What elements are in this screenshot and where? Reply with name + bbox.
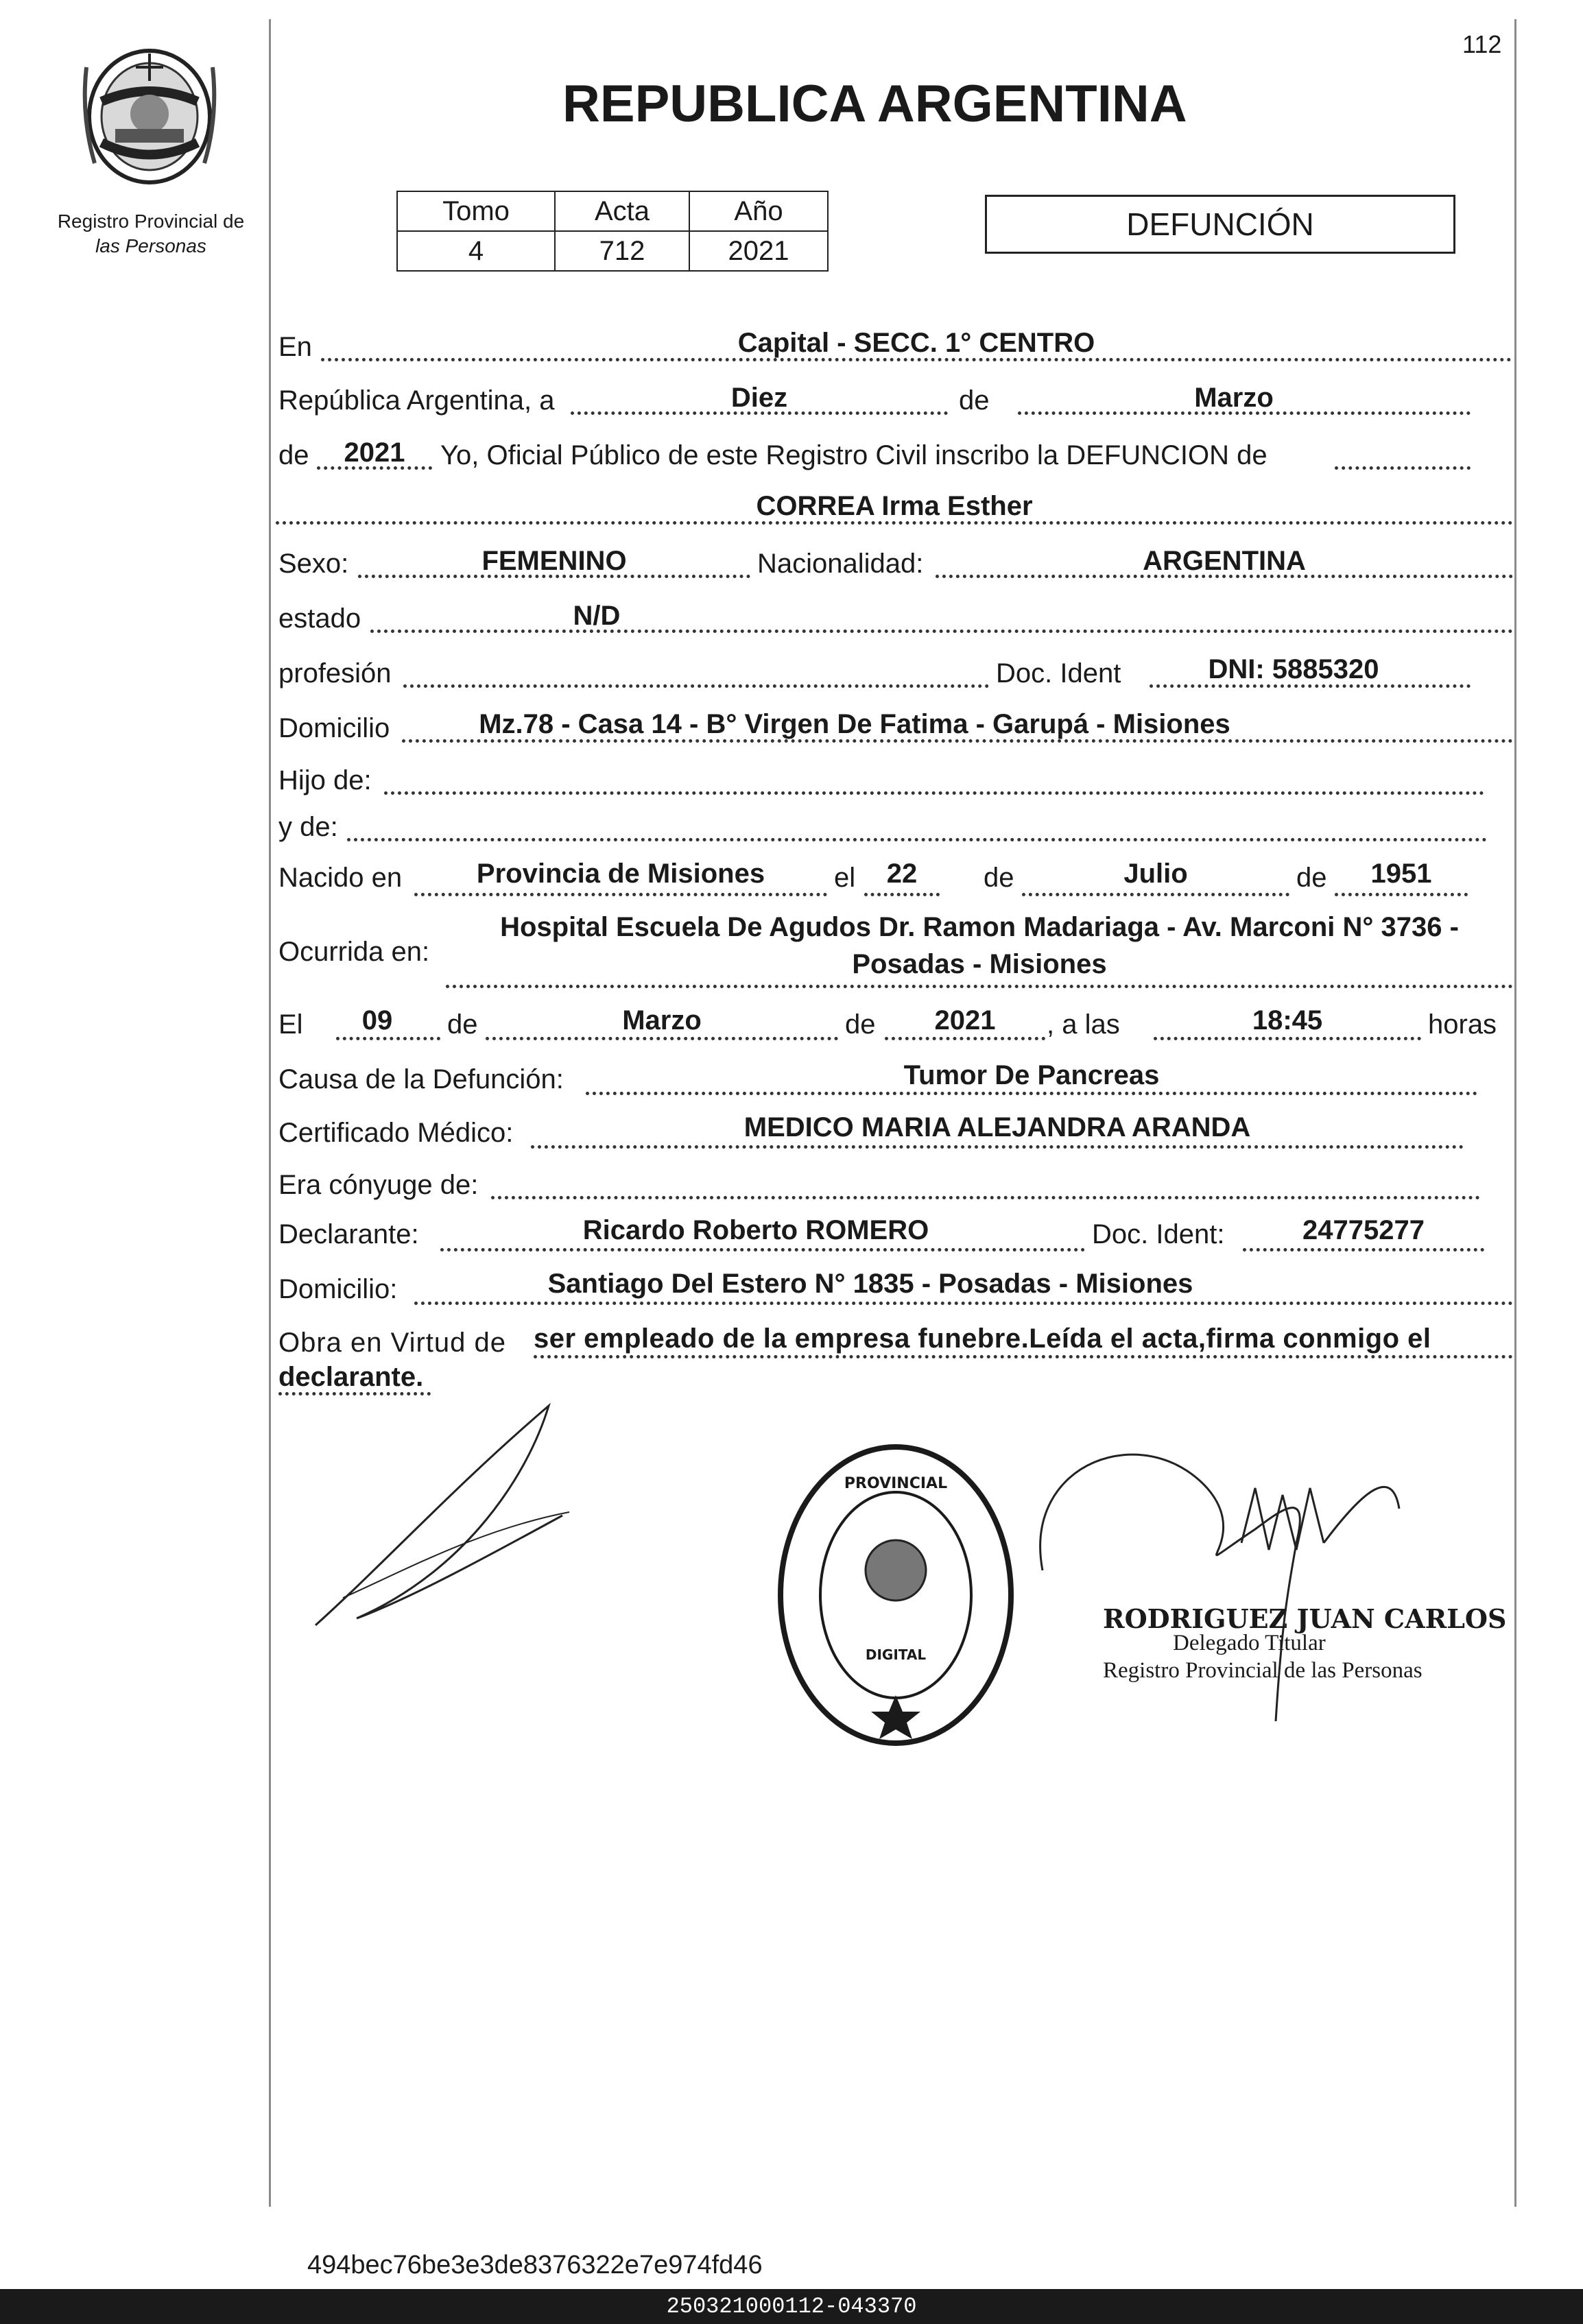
tomo-acta-anio-table xyxy=(396,191,829,272)
republica-label: República Argentina, a xyxy=(278,385,555,416)
birth-year-value: 1951 xyxy=(1370,859,1432,889)
acta-value: 712 xyxy=(555,231,689,271)
hijo-label: Hijo de: xyxy=(278,765,372,795)
address-value: Mz.78 - Casa 14 - B° Virgen De Fatima - Garupá - Misiones xyxy=(479,709,1230,739)
causa-label: Causa de la Defunción: xyxy=(278,1064,564,1094)
alas-label: , a las xyxy=(1047,1009,1120,1040)
cause-of-death-value: Tumor De Pancreas xyxy=(903,1060,1160,1090)
birth-day-value: 22 xyxy=(886,859,918,889)
official-organization: Registro Provincial de las Personas xyxy=(1103,1658,1423,1683)
nac-anio-line xyxy=(1335,893,1468,896)
registry-name-line2: las Personas xyxy=(95,235,206,256)
death-day-value: 09 xyxy=(361,1005,393,1035)
domicilio-label: Domicilio xyxy=(278,713,390,743)
deceased-name: CORREA Irma Esther xyxy=(756,491,1033,521)
domicilio2-label: Domicilio: xyxy=(278,1274,398,1304)
birthplace-value: Provincia de Misiones xyxy=(476,859,765,889)
nacionalidad-label: Nacionalidad: xyxy=(757,549,924,579)
declarante-line xyxy=(440,1248,1085,1251)
profesion-label: profesión xyxy=(278,658,392,688)
registry-name xyxy=(27,209,274,259)
document-hash: 494bec76be3e3de8376322e7e974fd46 xyxy=(307,2251,763,2279)
registry-name-line1: Registro Provincial de xyxy=(57,211,245,232)
document-title: REPUBLICA ARGENTINA xyxy=(562,75,1187,133)
certificado-label: Certificado Médico: xyxy=(278,1118,514,1148)
document-id-bar: 250321000112-043370 xyxy=(0,2289,1583,2324)
nacido-line xyxy=(414,893,827,896)
page-number: 112 xyxy=(1462,30,1502,58)
doc-label: Doc. Ident xyxy=(996,658,1121,688)
obra-line1 xyxy=(534,1355,1513,1358)
declarant-value: Ricardo Roberto ROMERO xyxy=(582,1215,929,1245)
ocurrida-line xyxy=(446,985,1513,988)
death-month-value: Marzo xyxy=(622,1005,702,1035)
record-type-box: DEFUNCIÓN xyxy=(985,195,1455,254)
anio-header: Año xyxy=(689,191,828,231)
conyuge-line xyxy=(491,1196,1480,1199)
official-role: Delegado Titular xyxy=(1173,1631,1326,1655)
de-label: de xyxy=(959,385,990,416)
nac-dia-line xyxy=(864,893,940,896)
acta-header: Acta xyxy=(555,191,689,231)
de-label-5: de xyxy=(447,1009,478,1040)
death-time-value: 18:45 xyxy=(1252,1005,1323,1035)
declarant-signature xyxy=(302,1392,583,1653)
day-value: Diez xyxy=(730,383,788,413)
anio-value: 2021 xyxy=(689,231,828,271)
de-label-6: de xyxy=(845,1009,876,1040)
fall-anio-line xyxy=(885,1037,1045,1040)
left-margin-rule xyxy=(269,19,271,2207)
marital-status-value: N/D xyxy=(573,601,621,631)
hijo-line xyxy=(384,791,1484,795)
registry-seal xyxy=(774,1440,1018,1750)
conyuge-label: Era cónyuge de: xyxy=(278,1170,479,1200)
de-label-4: de xyxy=(1296,863,1327,893)
estado-label: estado xyxy=(278,603,361,634)
de-label-3: de xyxy=(984,863,1014,893)
doc2-label: Doc. Ident: xyxy=(1092,1219,1225,1249)
certificado-line xyxy=(531,1145,1464,1149)
nationality-value: ARGENTINA xyxy=(1143,546,1306,576)
causa-line xyxy=(586,1092,1477,1095)
horas-label: horas xyxy=(1428,1009,1497,1040)
ocurrida-label: Ocurrida en: xyxy=(278,937,430,967)
fall-mes-line xyxy=(486,1037,838,1040)
tomo-header: Tomo xyxy=(397,191,555,231)
yde-label: y de: xyxy=(278,812,338,842)
medical-certificate-value: MEDICO MARIA ALEJANDRA ARANDA xyxy=(743,1112,1251,1142)
month-value: Marzo xyxy=(1194,383,1274,413)
death-year-value: 2021 xyxy=(934,1005,996,1035)
domicilio2-line xyxy=(414,1302,1513,1305)
place-of-death-line2: Posadas - Misiones xyxy=(852,949,1107,979)
doc2-line xyxy=(1243,1248,1484,1251)
right-margin-rule xyxy=(1514,19,1516,2207)
province-coat-of-arms-logo xyxy=(74,40,225,192)
inscribo-text: Yo, Oficial Público de este Registro Civil inscribo la DEFUNCION de xyxy=(440,440,1267,470)
El-label: El xyxy=(278,1009,303,1040)
place-value: Capital - SECC. 1° CENTRO xyxy=(737,328,1095,358)
declarante-label: Declarante: xyxy=(278,1219,419,1249)
inscribo-line xyxy=(1335,466,1471,470)
en-label: En xyxy=(278,332,312,362)
year-value: 2021 xyxy=(344,438,405,468)
sexo-label: Sexo: xyxy=(278,549,349,579)
sex-value: FEMENINO xyxy=(481,546,627,576)
official-name: RODRIGUEZ JUAN CARLOS xyxy=(1103,1603,1507,1634)
birth-month-value: Julio xyxy=(1123,859,1188,889)
fall-dia-line xyxy=(336,1037,440,1040)
document-value: DNI: 5885320 xyxy=(1208,654,1379,684)
svg-text:DIGITAL: DIGITAL xyxy=(865,1646,927,1663)
de-label-2: de xyxy=(278,440,309,470)
yde-line xyxy=(347,838,1487,841)
svg-text:PROVINCIAL: PROVINCIAL xyxy=(844,1475,948,1492)
obra-value-line2: declarante. xyxy=(278,1362,424,1392)
declarant-document-value: 24775277 xyxy=(1302,1215,1425,1245)
nacido-label: Nacido en xyxy=(278,863,403,893)
declarant-address-value: Santiago Del Estero N° 1835 - Posadas - Misiones xyxy=(547,1269,1193,1299)
obra-label: Obra en Virtud de xyxy=(278,1328,507,1358)
obra-value-line1: ser empleado de la empresa funebre.Leída el acta,firma conmigo el xyxy=(534,1323,1431,1354)
profesion-line xyxy=(403,684,989,688)
place-of-death-line1: Hospital Escuela De Agudos Dr. Ramon Madariaga - Av. Marconi N° 3736 - xyxy=(500,912,1459,942)
hora-line xyxy=(1154,1037,1421,1040)
tomo-value: 4 xyxy=(397,231,555,271)
nac-mes-line xyxy=(1022,893,1289,896)
el-label: el xyxy=(834,863,856,893)
